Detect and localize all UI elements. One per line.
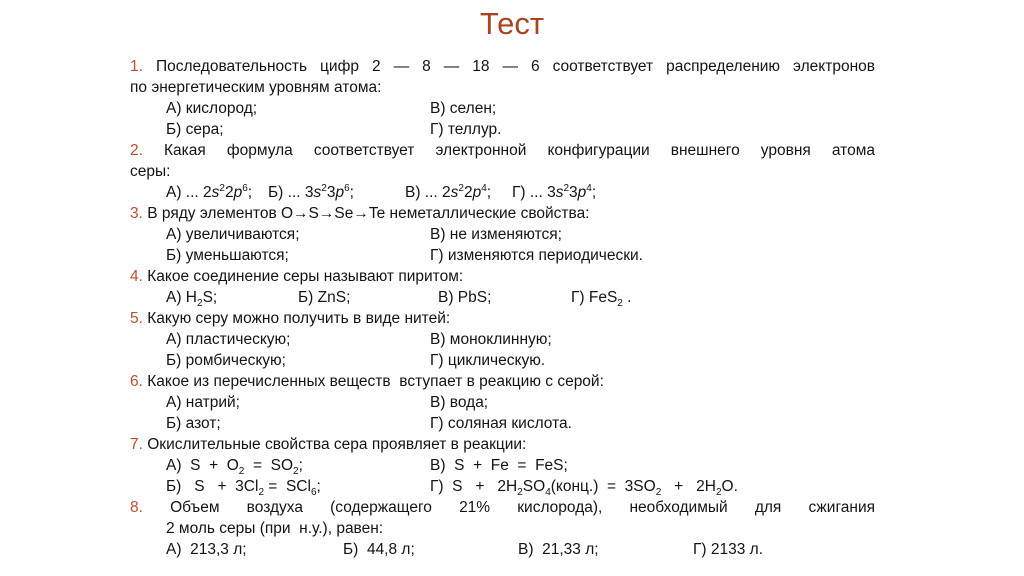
test-body [130, 56, 875, 560]
question-stem [130, 371, 875, 392]
question-stem-continuation: по энергетическим уровням атома: [130, 79, 382, 96]
option-v: В) селен; [430, 100, 497, 117]
options-row [130, 98, 875, 119]
question-stem [130, 140, 875, 161]
question-number: 6. [130, 373, 143, 390]
option-a: А) натрий; [166, 394, 240, 411]
question-4 [130, 266, 875, 308]
options-row [130, 224, 875, 245]
option-a: А) кислород; [166, 100, 258, 117]
question-stem-text: Какая формула соответствует электронной конфигурации внешнего уровня атома [164, 142, 875, 159]
question-stem-text: Объем воздуха (содержащего 21% кислорода), необходимый для сжигания [170, 499, 875, 516]
option-a: А) ... $2s^22p^6$; [166, 182, 253, 201]
question-6 [130, 371, 875, 434]
options-row [130, 413, 875, 434]
option-a: А) $S + O_2 = SO_2$; [166, 457, 303, 478]
question-number: 7. [130, 436, 143, 453]
option-a: А) увеличиваются; [166, 226, 300, 243]
option-g: Г) изменяются периодически. [430, 247, 643, 264]
option-g: Г) ... $3s^23p^4$; [512, 182, 597, 201]
option-g: Г) теллур. [430, 121, 502, 138]
options-row [130, 539, 875, 560]
question-stem [130, 434, 875, 455]
options-row [130, 287, 875, 308]
question-2 [130, 140, 875, 203]
question-stem-text: Какое соединение серы называют пиритом: [147, 268, 464, 285]
option-b: Б) ромбическую; [166, 352, 286, 369]
question-stem-text: В ряду элементов O→S→Se→Te неметаллические свойства: [147, 205, 590, 222]
option-b: Б) ZnS; [298, 289, 351, 306]
question-8 [130, 497, 875, 560]
option-a: А) 213,3 л; [166, 541, 247, 558]
question-stem-continuation: 2 моль серы (при н.у.), равен: [166, 520, 384, 537]
options-row [130, 182, 875, 203]
question-stem-text: Последовательность цифр 2 — 8 — 18 — 6 соответствует распределению электронов [155, 58, 875, 75]
option-b: Б) 44,8 л; [343, 541, 415, 558]
question-stem-continuation: серы: [130, 163, 171, 180]
option-v: В) 21,33 л; [518, 541, 599, 558]
options-row [130, 245, 875, 266]
question-number: 1. [130, 58, 143, 75]
option-g: Г) 2133 л. [693, 541, 763, 558]
options-row [130, 350, 875, 371]
question-stem-text: Какое из перечисленных веществ вступает в реакцию с серой: [147, 373, 604, 390]
question-3 [130, 203, 875, 266]
option-b: Б) $S + 3Cl_2 = SCl_6$; [166, 478, 321, 499]
option-g: Г) соляная кислота. [430, 415, 572, 432]
options-row [130, 392, 875, 413]
option-v: В) PbS; [438, 289, 492, 306]
question-1 [130, 56, 875, 140]
option-v: В) не изменяются; [430, 226, 562, 243]
question-number: 8. [130, 499, 143, 516]
option-g: Г) FeS$_2$ . [571, 289, 632, 310]
option-v: В) S + Fe = FeS; [430, 457, 568, 474]
question-number: 4. [130, 268, 143, 285]
option-a: А) $H_2S$; [166, 289, 218, 310]
options-row [130, 329, 875, 350]
option-b: Б) сера; [166, 121, 224, 138]
question-stem [130, 308, 875, 329]
question-number: 3. [130, 205, 143, 222]
option-b: Б) ... $3s^23p^6$; [268, 182, 354, 201]
option-b: Б) уменьшаются; [166, 247, 289, 264]
question-stem-text: Какую серу можно получить в виде нитей: [147, 310, 451, 327]
option-v: В) ... $2s^22p^4$; [405, 182, 492, 201]
option-b: Б) азот; [166, 415, 221, 432]
question-stem-text: Окислительные свойства сера проявляет в реакции: [147, 436, 527, 453]
option-v: В) вода; [430, 394, 489, 411]
option-g: Г) циклическую. [430, 352, 546, 369]
question-stem [130, 497, 875, 518]
option-g: Г) $S + 2H_2SO_4(конц.) = 3SO_2 + 2H_2O$. [430, 478, 738, 499]
question-number: 2. [130, 142, 143, 159]
slide-title: Тест [479, 6, 545, 41]
question-5 [130, 308, 875, 371]
options-row [130, 476, 875, 497]
question-stem [130, 266, 875, 287]
options-row [130, 119, 875, 140]
question-stem [130, 56, 875, 77]
question-number: 5. [130, 310, 143, 327]
option-v: В) моноклинную; [430, 331, 552, 348]
options-row [130, 455, 875, 476]
option-a: А) пластическую; [166, 331, 291, 348]
question-7 [130, 434, 875, 497]
question-stem [130, 203, 875, 224]
